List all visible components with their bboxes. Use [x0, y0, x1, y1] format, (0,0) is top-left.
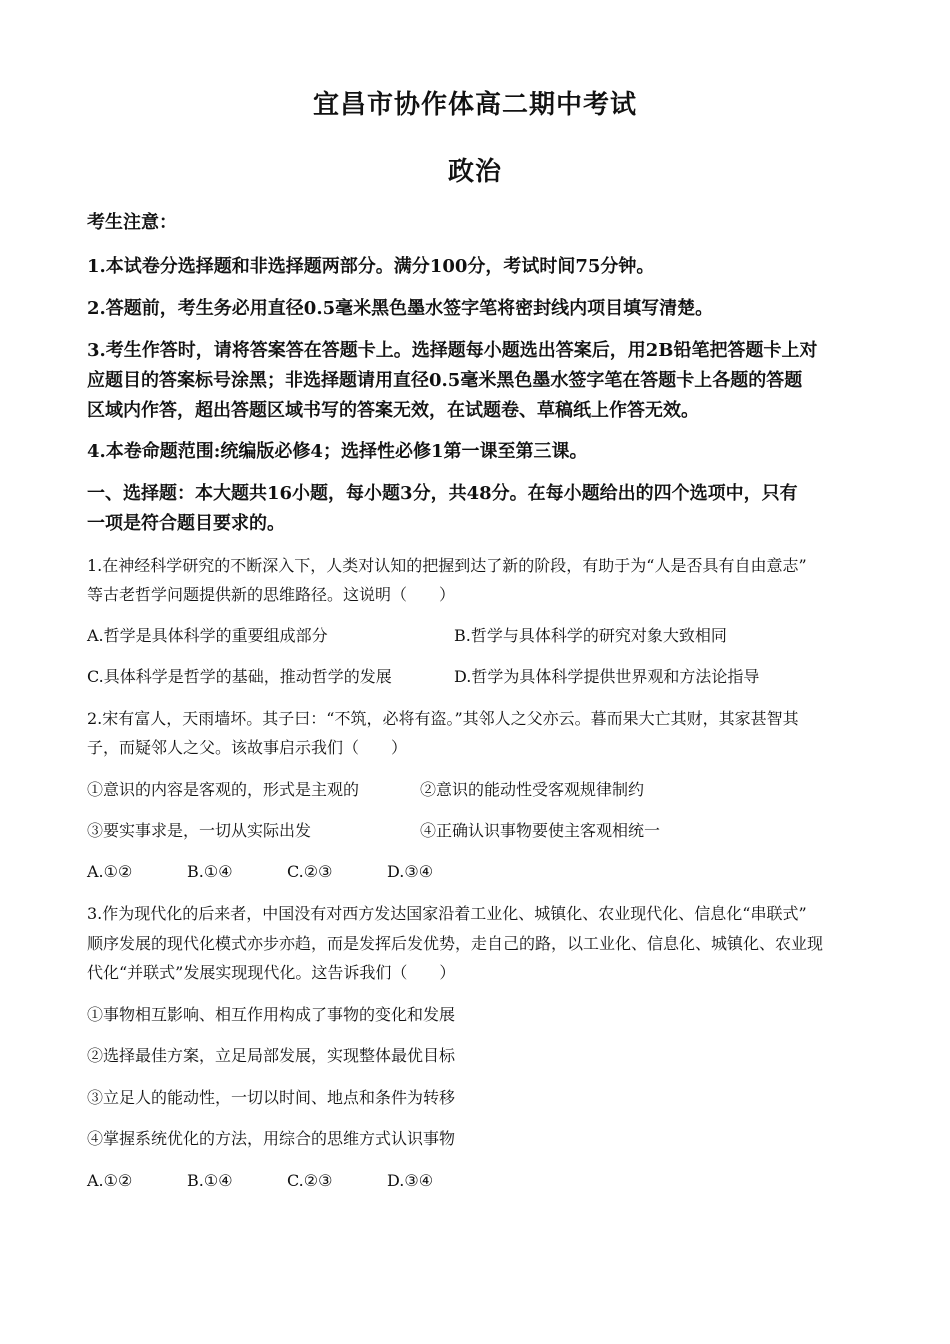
q2-statement-1: ①意识的内容是客观的，形式是主观的 [87, 780, 360, 799]
notice-item-4: 4.本卷命题范围:统编版必修4；选择性必修1第一课至第三课。 [87, 441, 588, 462]
notice-item-2: 2.答题前，考生务必用直径0.5毫米黑色墨水签字笔将密封线内项目填写清楚。 [87, 298, 714, 319]
q3-statement-1: ①事物相互影响、相互作用构成了事物的变化和发展 [87, 1005, 456, 1024]
q2-option-d: D.③④ [387, 862, 434, 881]
q2-option-b: B.①④ [187, 862, 233, 881]
q1-option-c: C.具体科学是哲学的基础，推动哲学的发展 [87, 667, 392, 686]
section-heading-line1: 一、选择题：本大题共16小题，每小题3分，共48分。在每小题给出的四个选项中，只有 [87, 483, 798, 504]
q3-stem-line3: 代化“并联式”发展实现现代化。这告诉我们（ ） [87, 963, 456, 982]
q1-option-d: D.哲学为具体科学提供世界观和方法论指导 [454, 667, 760, 686]
notice-heading: 考生注意： [87, 212, 177, 233]
q3-stem-line2: 顺序发展的现代化模式亦步亦趋，而是发挥后发优势，走自己的路，以工业化、信息化、城镇化、农业现 [87, 934, 824, 953]
q3-statement-3: ③立足人的能动性，一切以时间、地点和条件为转移 [87, 1088, 456, 1107]
q3-option-c: C.②③ [287, 1171, 333, 1190]
exam-title: 宜昌市协作体高二期中考试 [312, 90, 637, 120]
q3-stem-line1: 3.作为现代化的后来者，中国没有对西方发达国家沿着工业化、城镇化、农业现代化、信息化“串联式” [87, 904, 807, 923]
notice-item-3-line2: 应题目的答案标号涂黑；非选择题请用直径0.5毫米黑色墨水签字笔在答题卡上各题的答题 [87, 370, 803, 391]
q3-statement-2: ②选择最佳方案，立足局部发展，实现整体最优目标 [87, 1046, 456, 1065]
q2-statement-3: ③要实事求是，一切从实际出发 [87, 821, 312, 840]
notice-item-3-line3: 区域内作答，超出答题区域书写的答案无效，在试题卷、草稿纸上作答无效。 [87, 400, 699, 421]
q3-option-a: A.①② [87, 1171, 133, 1190]
q2-option-a: A.①② [87, 862, 133, 881]
q2-stem-line2: 子，而疑邻人之父。该故事启示我们（ ） [87, 738, 408, 757]
section-heading-line2: 一项是符合题目要求的。 [87, 513, 285, 534]
q1-stem-line1: 1.在神经科学研究的不断深入下，人类对认知的把握到达了新的阶段，有助于为“人是否具有自由意志” [87, 556, 807, 575]
q2-statement-2: ②意识的能动性受客观规律制约 [420, 780, 645, 799]
subject-title: 政治 [447, 157, 502, 187]
q1-stem-line2: 等古老哲学问题提供新的思维路径。这说明（ ） [87, 585, 456, 604]
notice-item-3-line1: 3.考生作答时，请将答案答在答题卡上。选择题每小题选出答案后，用2B铅笔把答题卡上对 [87, 340, 818, 361]
q3-option-d: D.③④ [387, 1171, 434, 1190]
q2-option-c: C.②③ [287, 862, 333, 881]
q3-option-b: B.①④ [187, 1171, 233, 1190]
q3-statement-4: ④掌握系统优化的方法，用综合的思维方式认识事物 [87, 1129, 456, 1148]
notice-item-1: 1.本试卷分选择题和非选择题两部分。满分100分，考试时间75分钟。 [87, 256, 655, 277]
q1-option-b: B.哲学与具体科学的研究对象大致相同 [454, 626, 727, 645]
q2-stem-line1: 2.宋有富人，天雨墙坏。其子曰：“不筑，必将有盗。”其邻人之父亦云。暮而果大亡其财，其家甚智其 [87, 709, 799, 728]
q2-statement-4: ④正确认识事物要使主客观相统一 [420, 821, 661, 840]
q1-option-a: A.哲学是具体科学的重要组成部分 [87, 626, 328, 645]
